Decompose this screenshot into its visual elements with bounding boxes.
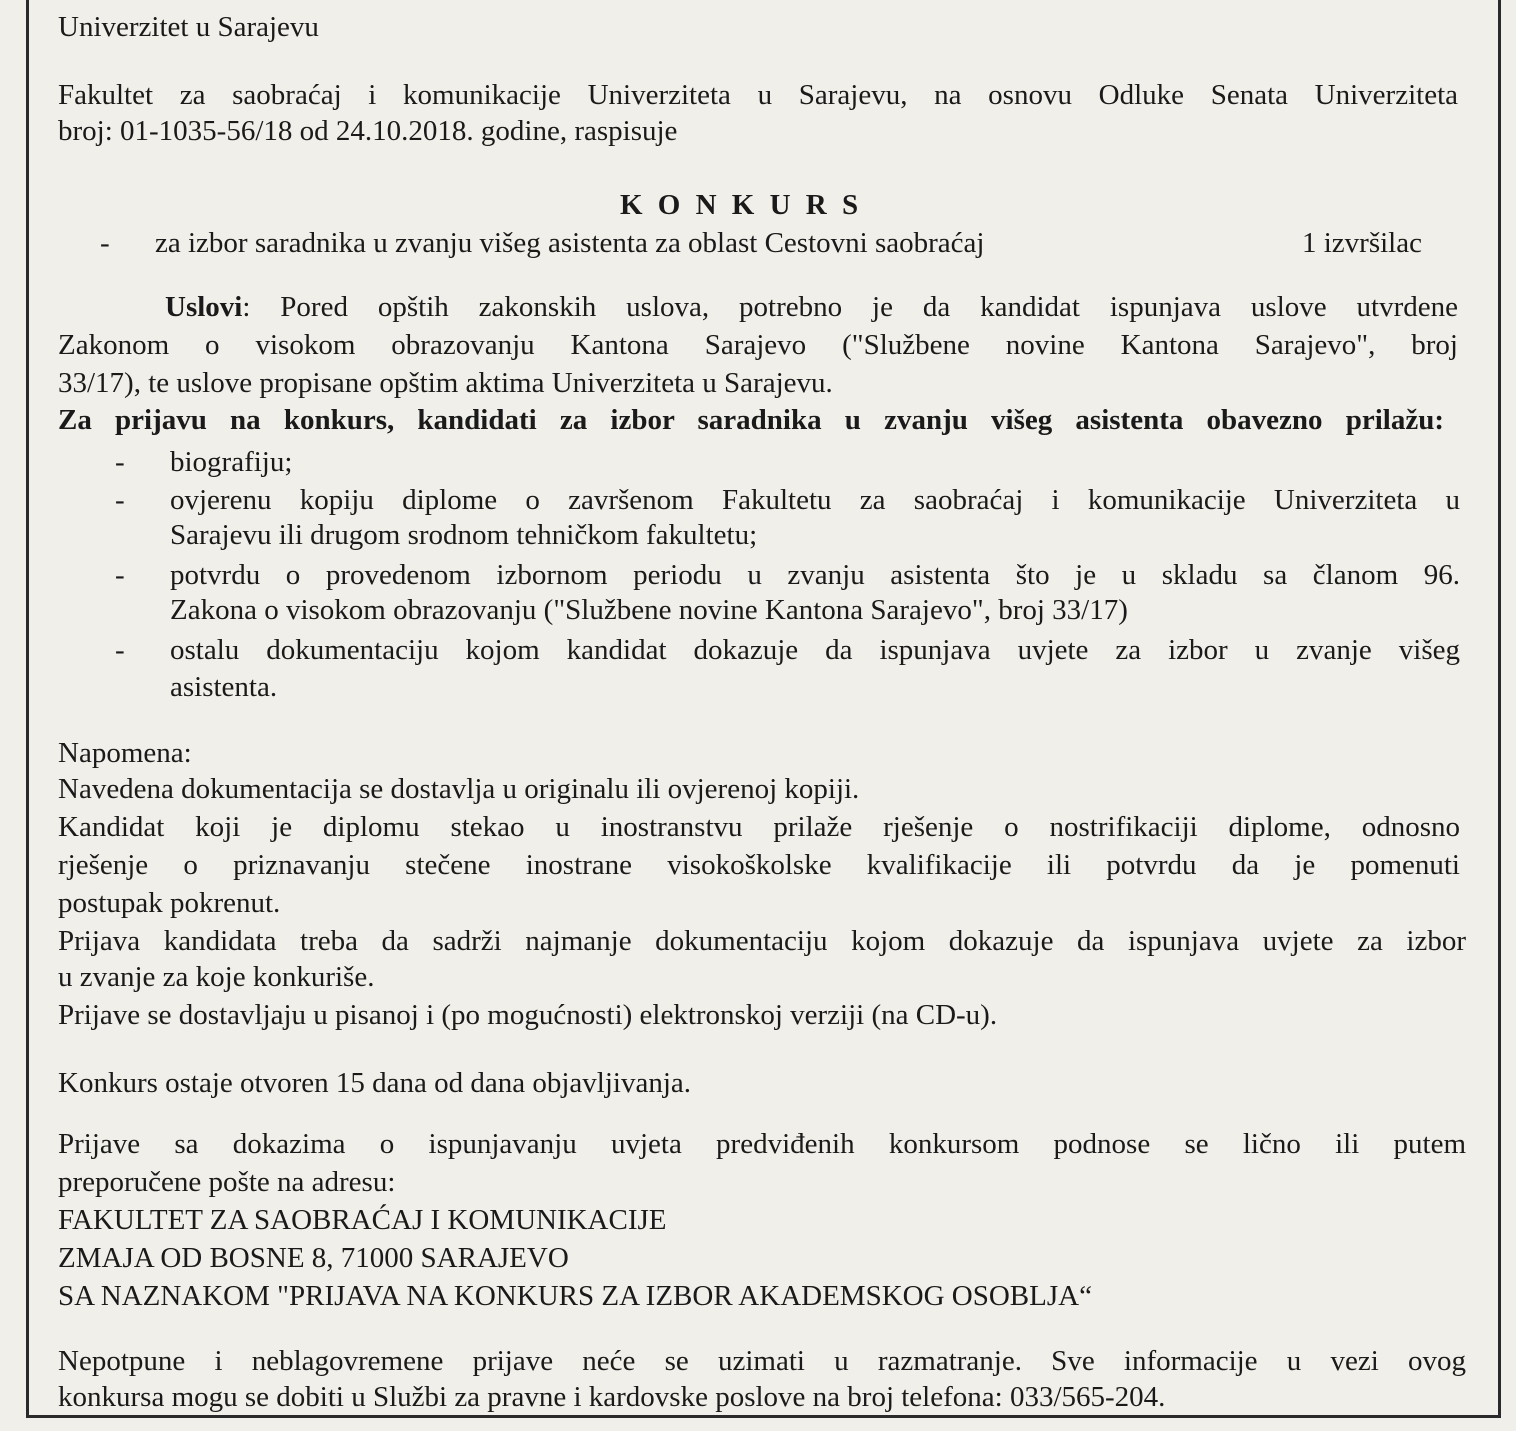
intro-line-1: Fakultet za saobraćaj i komunikacije Univerziteta u Sarajevu, na osnovu Odluke Senata Univerziteta xyxy=(58,79,1458,111)
intro-line-2: broj: 01-1035-56/18 od 24.10.2018. godine, raspisuje xyxy=(58,115,678,147)
open-period: Konkurs ostaje otvoren 15 dana od dana objavljivanja. xyxy=(58,1067,692,1099)
note-p1: Navedena dokumentacija se dostavlja u originalu ili ovjerenoj kopiji. xyxy=(58,773,860,805)
note-heading: Napomena: xyxy=(58,737,192,769)
address-line-2: ZMAJA OD BOSNE 8, 71000 SARAJEVO xyxy=(58,1242,569,1274)
address-line-3: SA NAZNAKOM "PRIJAVA NA KONKURS ZA IZBOR AKADEMSKOG OSOBLJA“ xyxy=(58,1280,1092,1312)
attachment-item-cont: Zakona o visokom obrazovanju ("Službene novine Kantona Sarajevo", broj 33/17) xyxy=(170,594,1128,626)
attachments-heading: Za prijavu na konkurs, kandidati za izbor saradnika u zvanju višeg asistenta obavezno prilažu: xyxy=(58,404,1444,436)
note-p3-line-1: Prijava kandidata treba da sadrži najmanje dokumentaciju kojom dokazuje da ispunjava uvjete za izbor xyxy=(58,925,1466,957)
attachment-dash: - xyxy=(115,446,125,478)
konkurs-title: K O N K U R S xyxy=(620,189,863,221)
position-dash: - xyxy=(100,227,110,259)
attachment-item-cont: asistenta. xyxy=(170,671,278,703)
attachment-dash: - xyxy=(115,559,125,591)
attachment-item: potvrdu o provedenom izbornom periodu u zvanju asistenta što je u skladu sa članom 96. xyxy=(170,559,1460,591)
submission-line-1: Prijave sa dokazima o ispunjavanju uvjeta predviđenih konkursom podnose se lično ili putem xyxy=(58,1128,1466,1160)
conditions-line-1 xyxy=(165,290,1458,324)
attachment-item: ostalu dokumentaciju kojom kandidat dokazuje da ispunjava uvjete za izbor u zvanje višeg xyxy=(170,634,1460,666)
university-name: Univerzitet u Sarajevu xyxy=(58,11,319,43)
note-p2-line-3: postupak pokrenut. xyxy=(58,887,281,919)
attachment-item-cont: Sarajevu ili drugom srodnom tehničkom fakultetu; xyxy=(170,519,758,551)
attachment-dash: - xyxy=(115,484,125,516)
note-p3-line-2: u zvanje za koje konkuriše. xyxy=(58,961,375,993)
conditions-label: Uslovi xyxy=(165,291,243,323)
conditions-line-2: Zakonom o visokom obrazovanju Kantona Sarajevo ("Službene novine Kantona Sarajevo", broj xyxy=(58,329,1458,361)
conditions-line-1-rest: : Pored opštih zakonskih uslova, potrebno je da kandidat ispunjava uslove utvrdene xyxy=(242,291,1458,323)
submission-line-2: preporučene pošte na adresu: xyxy=(58,1166,396,1198)
note-p2-line-2: rješenje o priznavanju stečene inostrane visokoškolske kvalifikacije ili potvrdu da je pomenuti xyxy=(58,849,1460,881)
address-line-1: FAKULTET ZA SAOBRAĆAJ I KOMUNIKACIJE xyxy=(58,1204,667,1236)
attachment-dash: - xyxy=(115,634,125,666)
note-p4: Prijave se dostavljaju u pisanoj i (po mogućnosti) elektronskoj verziji (na CD-u). xyxy=(58,999,998,1031)
position-text: za izbor saradnika u zvanju višeg asistenta za oblast Cestovni saobraćaj xyxy=(155,227,985,259)
note-p2-line-1: Kandidat koji je diplomu stekao u inostranstvu prilaže rješenje o nostrifikaciji diplome, odnosno xyxy=(58,811,1460,843)
attachment-item: ovjerenu kopiju diplome o završenom Fakultetu za saobraćaj i komunikacije Univerziteta u xyxy=(170,484,1460,516)
closing-line-2: konkursa mogu se dobiti u Službi za pravne i kardovske poslove na broj telefona: 033/565-204. xyxy=(58,1381,1166,1413)
conditions-line-3: 33/17), te uslove propisane opštim aktima Univerziteta u Sarajevu. xyxy=(58,367,833,399)
attachment-item: biografiju; xyxy=(170,446,293,478)
closing-line-1: Nepotpune i neblagovremene prijave neće se uzimati u razmatranje. Sve informacije u vezi ovog xyxy=(58,1345,1466,1377)
position-count: 1 izvršilac xyxy=(1302,227,1422,259)
